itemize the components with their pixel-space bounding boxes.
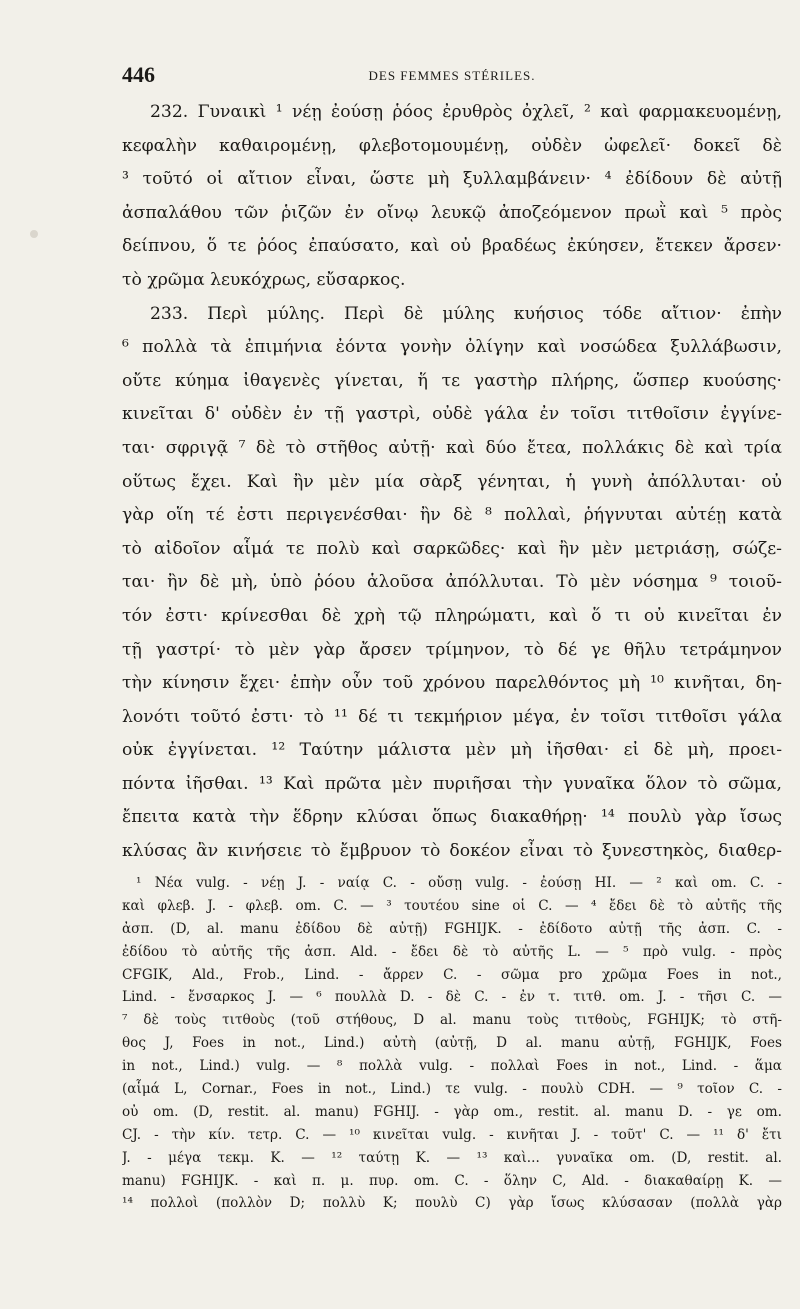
- text-line: οὐκ ἐγγίνεται. ¹² Ταύτην μάλιστα μὲν μὴ ἰῆσθαι· εἰ δὲ μὴ, προει-: [122, 740, 782, 761]
- text-line: ται· ἢν δὲ μὴ, ὑπὸ ῥόου ἁλοῦσα ἀπόλλυται. Τὸ μὲν νόσημα ⁹ τοιοῦ-: [122, 572, 782, 593]
- page-number: 446: [122, 62, 155, 87]
- footnote-line: οὐ om. (D, restit. al. manu) FGHIJ. - γὰρ om., restit. al. manu D. - γε om.: [122, 1103, 782, 1120]
- text-line: γὰρ οἵη τέ ἐστι περιγενέσθαι· ἢν δὲ ⁸ πολλαὶ, ῥήγνυται αὐτέῃ κατὰ: [122, 505, 782, 526]
- text-line: ἀσπαλάθου τῶν ῥιζῶν ἐν οἴνῳ λευκῷ ἀποζεόμενον πρωῒ καὶ ⁵ πρὸς: [122, 202, 782, 223]
- text-line: κινεῖται δ' οὐδὲν ἐν τῇ γαστρὶ, οὐδὲ γάλα ἐν τοῖσι τιτθοῖσιν ἐγγίνε-: [122, 404, 782, 425]
- footnote-line: J. - μέγα τεκμ. K. — ¹² ταύτῃ K. — ¹³ καὶ... γυναῖκα om. (D, restit. al.: [122, 1149, 782, 1166]
- text-line: τόν ἐστι· κρίνεσθαι δὲ χρὴ τῷ πληρώματι, καὶ ὅ τι οὐ κινεῖται ἐν: [122, 605, 782, 626]
- text-line: ³ τοῦτό οἱ αἴτιον εἶναι, ὥστε μὴ ξυλλαμβάνειν· ⁴ ἐδίδουν δὲ αὐτῇ: [122, 169, 782, 190]
- footnote-line: (αἷμά L, Cornar., Foes in not., Lind.) τε vulg. - πουλὺ CDH. — ⁹ τοῖον C. -: [122, 1081, 782, 1098]
- footnote-line: ¹⁴ πολλοὶ (πολλὸν D; πολλὺ K; πουλὺ C) γὰρ ἴσως κλύσασαν (πολλὰ γὰρ: [122, 1195, 782, 1212]
- text-line: κλύσας ἂν κινήσειε τὸ ἔμβρυον τὸ δοκέον εἶναι τὸ ξυνεστηκὸς, διαθερ-: [122, 841, 782, 862]
- footnote-line: Lind. - ἔνσαρκος J. — ⁶ πουλλὰ D. - δὲ C. - ἐν τ. τιτθ. om. J. - τῆσι C. —: [122, 989, 782, 1006]
- text-line: λονότι τοῦτό ἐστι· τὸ ¹¹ δέ τι τεκμήριον μέγα, ἐν τοῖσι τιτθοῖσι γάλα: [122, 706, 782, 727]
- text-line: τὴν κίνησιν ἔχει· ἐπὴν οὖν τοῦ χρόνου παρελθόντος μὴ ¹⁰ κινῆται, δη-: [122, 673, 782, 694]
- footnote-line: θος J, Foes in not., Lind.) αὐτὴ (αὐτῇ, D al. manu αὐτῇ, FGHIJK, Foes: [122, 1035, 782, 1052]
- text-line: τῇ γαστρί· τὸ μὲν γὰρ ἄρσεν τρίμηνον, τὸ δέ γε θῆλυ τετράμηνον: [122, 639, 782, 660]
- text-line: ⁶ πολλὰ τὰ ἐπιμήνια ἐόντα γονὴν ὀλίγην καὶ νοσώδεα ξυλλάβωσιν,: [122, 337, 782, 358]
- text-line: δείπνου, ὅ τε ῥόος ἐπαύσατο, καὶ οὐ βραδέως ἐκύησεν, ἔτεκεν ἄρσεν·: [122, 236, 782, 257]
- text-line: οὕτως ἔχει. Καὶ ἢν μὲν μία σὰρξ γένηται, ἡ γυνὴ ἀπόλλυται· οὐ: [122, 471, 782, 492]
- page-header: [122, 62, 782, 88]
- text-line: τὸ αἰδοῖον αἷμά τε πολὺ καὶ σαρκῶδες· καὶ ἢν μὲν μετριάσῃ, σώζε-: [122, 538, 782, 559]
- footnote-line: ¹ Νέα vulg. - νέῃ J. - ναίᾳ C. - οὔσῃ vulg. - ἐούσῃ HI. — ² καὶ om. C. -: [136, 875, 782, 891]
- footnote-line: ἐδίδου τὸ αὐτῆς τῆς ἀσπ. Ald. - ἔδει δὲ τὸ αὐτῆς L. — ⁵ πρὸ vulg. - πρὸς: [122, 943, 782, 960]
- footnote-line: ἀσπ. (D, al. manu ἐδίδου δὲ αὐτῇ) FGHIJK. - ἐδίδοτο αὐτῇ τῆς ἀσπ. C. -: [122, 920, 782, 937]
- text-line: οὔτε κύημα ἰθαγενὲς γίνεται, ἥ τε γαστὴρ πλήρης, ὥσπερ κυούσης·: [122, 370, 782, 391]
- footnote-line: καὶ φλεβ. J. - φλεβ. om. C. — ³ τουτέου sine οἱ C. — ⁴ ἔδει δὲ τὸ αὐτῆς τῆς: [122, 897, 782, 914]
- text-line: πόντα ἰῆσθαι. ¹³ Καὶ πρῶτα μὲν πυριῆσαι τὴν γυναῖκα ὅλον τὸ σῶμα,: [122, 773, 782, 794]
- paper-stain: [30, 230, 38, 238]
- text-line: κεφαλὴν καθαιρομένῃ, φλεβοτομουμένῃ, οὐδὲν ὠφελεῖ· δοκεῖ δὲ: [122, 135, 782, 156]
- running-title: DES FEMMES STÉRILES.: [368, 68, 536, 83]
- footnote-line: CFGIK, Ald., Frob., Lind. - ἄρρεν C. - σῶμα pro χρῶμα Foes in not.,: [122, 966, 782, 983]
- footnote-line: CJ. - τὴν κίν. τετρ. C. — ¹⁰ κινεῖται vulg. - κινῆται J. - τοῦτ' C. — ¹¹ δ' ἔτι: [122, 1126, 782, 1143]
- footnote-line: ⁷ δὲ τοὺς τιτθοὺς (τοῦ στήθους, D al. manu τοὺς τιτθοὺς, FGHIJK; τὸ στῆ-: [122, 1012, 782, 1029]
- footnotes: [122, 872, 782, 1215]
- text-line: τὸ χρῶμα λευκόχρως, εὔσαρκος.: [122, 269, 406, 290]
- text-line: 233. Περὶ μύλης. Περὶ δὲ μύλης κυήσιος τόδε αἴτιον· ἐπὴν: [150, 303, 782, 324]
- text-line: ἔπειτα κατὰ τὴν ἕδρην κλύσαι ὅπως διακαθήρῃ· ¹⁴ πουλὺ γὰρ ἴσως: [122, 807, 782, 828]
- text-line: ται· σφριγᾷ ⁷ δὲ τὸ στῆθος αὐτῇ· καὶ δύο ἔτεα, πολλάκις δὲ καὶ τρία: [122, 437, 782, 458]
- main-text: [122, 96, 782, 869]
- text-line: 232. Γυναικὶ ¹ νέῃ ἐούσῃ ῥόος ἐρυθρὸς ὀχλεῖ, ² καὶ φαρμακευομένῃ,: [150, 102, 782, 122]
- footnote-line: in not., Lind.) vulg. — ⁸ πολλὰ vulg. - πολλαὶ Foes in not., Lind. - ἅμα: [122, 1058, 782, 1075]
- footnote-line: manu) FGHIJK. - καὶ π. μ. πυρ. om. C. - ὅλην C, Ald. - διακαθαίρῃ K. —: [122, 1172, 782, 1189]
